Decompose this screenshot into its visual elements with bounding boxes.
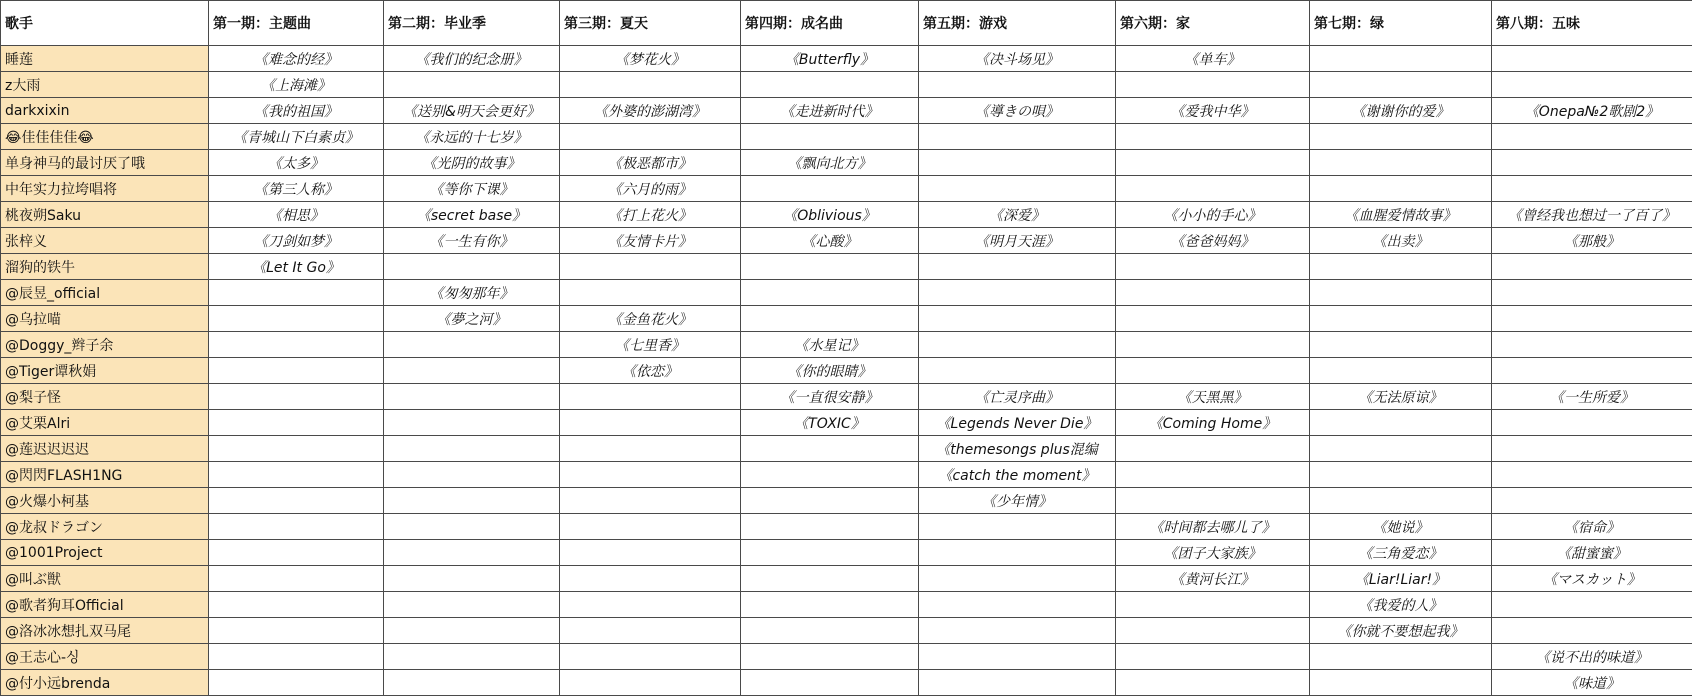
column-header-singer[interactable]: 歌手 (1, 1, 209, 46)
song-cell[interactable] (1310, 488, 1492, 514)
song-cell[interactable]: 《飘向北方》 (741, 150, 919, 176)
song-cell[interactable]: 《太多》 (209, 150, 384, 176)
song-cell[interactable] (1492, 280, 1692, 306)
song-cell[interactable] (1310, 254, 1492, 280)
song-cell[interactable]: 《甜蜜蜜》 (1492, 540, 1692, 566)
table-row (1, 306, 1692, 332)
singer-cell[interactable]: @叫ぶ獣 (1, 566, 209, 592)
song-cell[interactable] (919, 566, 1116, 592)
song-cell[interactable] (919, 332, 1116, 358)
singer-cell[interactable]: @閃閃FLASH1NG (1, 462, 209, 488)
singer-cell[interactable]: @龙叔ドラゴン (1, 514, 209, 540)
song-cell[interactable] (384, 566, 560, 592)
song-cell[interactable] (1492, 462, 1692, 488)
song-cell[interactable]: 《决斗场见》 (919, 46, 1116, 72)
column-header-episode-2[interactable]: 第二期：毕业季 (384, 1, 560, 46)
column-header-episode-6[interactable]: 第六期：家 (1116, 1, 1310, 46)
song-cell[interactable]: 《secret base》 (384, 202, 560, 228)
song-cell[interactable] (919, 254, 1116, 280)
song-cell[interactable]: 《小小的手心》 (1116, 202, 1310, 228)
song-cell[interactable] (1492, 306, 1692, 332)
song-cell[interactable] (209, 670, 384, 696)
song-cell[interactable] (209, 488, 384, 514)
song-cell[interactable] (919, 644, 1116, 670)
song-cell[interactable]: 《深爱》 (919, 202, 1116, 228)
song-cell[interactable] (209, 436, 384, 462)
song-cell[interactable] (1492, 46, 1692, 72)
song-cell[interactable]: 《友情卡片》 (560, 228, 741, 254)
song-cell[interactable] (1310, 332, 1492, 358)
column-header-episode-4[interactable]: 第四期：成名曲 (741, 1, 919, 46)
table-row (1, 358, 1692, 384)
song-cell[interactable] (209, 566, 384, 592)
song-cell[interactable]: 《一生有你》 (384, 228, 560, 254)
song-cell[interactable] (1116, 670, 1310, 696)
song-cell[interactable] (560, 410, 741, 436)
song-cell[interactable] (384, 410, 560, 436)
song-cell[interactable]: 《Let It Go》 (209, 254, 384, 280)
song-cell[interactable] (1116, 488, 1310, 514)
song-cell[interactable] (209, 462, 384, 488)
song-cell[interactable]: 《难念的经》 (209, 46, 384, 72)
singer-cell[interactable]: 桃夜朔Saku (1, 202, 209, 228)
song-cell[interactable] (1310, 436, 1492, 462)
song-cell[interactable]: 《极恶都市》 (560, 150, 741, 176)
song-cell[interactable]: 《刀剑如梦》 (209, 228, 384, 254)
song-cell[interactable] (741, 306, 919, 332)
song-cell[interactable] (384, 618, 560, 644)
song-cell[interactable]: 《明月天涯》 (919, 228, 1116, 254)
singer-cell[interactable]: darkxixin (1, 98, 209, 124)
song-cell[interactable]: 《光阴的故事》 (384, 150, 560, 176)
song-cell[interactable]: 《团子大家族》 (1116, 540, 1310, 566)
song-cell[interactable] (384, 540, 560, 566)
song-cell[interactable]: 《我们的纪念册》 (384, 46, 560, 72)
song-cell[interactable]: 《亡灵序曲》 (919, 384, 1116, 410)
song-cell[interactable] (209, 332, 384, 358)
song-cell[interactable] (384, 358, 560, 384)
singer-cell[interactable]: 中年实力拉垮唱将 (1, 176, 209, 202)
song-cell[interactable] (384, 72, 560, 98)
header-row (1, 1, 1692, 46)
song-cell[interactable] (560, 254, 741, 280)
table-row (1, 176, 1692, 202)
table-row (1, 462, 1692, 488)
singer-cell[interactable]: @火爆小柯基 (1, 488, 209, 514)
song-cell[interactable]: 《Coming Home》 (1116, 410, 1310, 436)
song-cell[interactable] (560, 280, 741, 306)
singer-cell[interactable]: @艾栗Alri (1, 410, 209, 436)
song-cell[interactable]: 《catch the moment》 (919, 462, 1116, 488)
song-cell[interactable] (560, 566, 741, 592)
song-cell[interactable] (209, 306, 384, 332)
song-cell[interactable]: 《她说》 (1310, 514, 1492, 540)
song-cell[interactable] (1310, 176, 1492, 202)
song-cell[interactable] (560, 436, 741, 462)
song-cell[interactable]: 《Liar!Liar!》 (1310, 566, 1492, 592)
song-cell[interactable] (1492, 254, 1692, 280)
song-cell[interactable] (1310, 124, 1492, 150)
table-row (1, 150, 1692, 176)
song-cell[interactable] (1116, 358, 1310, 384)
song-cell[interactable] (919, 618, 1116, 644)
song-cell[interactable] (209, 618, 384, 644)
song-cell[interactable] (384, 254, 560, 280)
table-row (1, 514, 1692, 540)
song-cell[interactable] (919, 514, 1116, 540)
song-cell[interactable]: 《Onepa№2歌剧2》 (1492, 98, 1692, 124)
song-cell[interactable] (741, 280, 919, 306)
song-cell[interactable] (560, 124, 741, 150)
song-cell[interactable]: 《三角爱恋》 (1310, 540, 1492, 566)
song-cell[interactable] (1310, 644, 1492, 670)
song-cell[interactable]: 《一直很安静》 (741, 384, 919, 410)
song-cell[interactable]: 《六月的雨》 (560, 176, 741, 202)
singer-cell[interactable]: z大雨 (1, 72, 209, 98)
song-cell[interactable] (560, 462, 741, 488)
song-cell[interactable] (919, 72, 1116, 98)
song-cell[interactable]: 《TOXIC》 (741, 410, 919, 436)
song-cell[interactable] (1116, 436, 1310, 462)
singer-cell[interactable]: @Doggy_辫子余 (1, 332, 209, 358)
song-cell[interactable] (1116, 72, 1310, 98)
singer-cell[interactable]: 😂佳佳佳佳😂 (1, 124, 209, 150)
singer-cell[interactable]: 单身神马的最讨厌了哦 (1, 150, 209, 176)
song-cell[interactable]: 《匆匆那年》 (384, 280, 560, 306)
song-cell[interactable] (1492, 176, 1692, 202)
song-cell[interactable] (1492, 592, 1692, 618)
table-row (1, 410, 1692, 436)
song-cell[interactable]: 《味道》 (1492, 670, 1692, 696)
song-cell[interactable] (1116, 306, 1310, 332)
song-cell[interactable] (384, 436, 560, 462)
song-cell[interactable] (1310, 306, 1492, 332)
table-row (1, 72, 1692, 98)
singer-cell[interactable]: @洛冰冰想扎双马尾 (1, 618, 209, 644)
song-cell[interactable]: 《血腥爱情故事》 (1310, 202, 1492, 228)
singer-cell[interactable]: @王志心-싱 (1, 644, 209, 670)
song-cell[interactable] (919, 670, 1116, 696)
song-cell[interactable]: 《水星记》 (741, 332, 919, 358)
song-cell[interactable] (384, 670, 560, 696)
table-row (1, 124, 1692, 150)
song-cell[interactable] (741, 592, 919, 618)
song-cell[interactable] (1492, 618, 1692, 644)
song-cell[interactable]: 《黄河长江》 (1116, 566, 1310, 592)
table-row (1, 332, 1692, 358)
song-cell[interactable] (1310, 72, 1492, 98)
singer-cell[interactable]: @乌拉喵 (1, 306, 209, 332)
song-cell[interactable]: 《永远的十七岁》 (384, 124, 560, 150)
song-cell[interactable] (384, 332, 560, 358)
song-cell[interactable] (384, 384, 560, 410)
table-row (1, 280, 1692, 306)
singer-cell[interactable]: 睡莲 (1, 46, 209, 72)
song-cell[interactable]: 《金鱼花火》 (560, 306, 741, 332)
song-cell[interactable] (1116, 618, 1310, 644)
table-row (1, 436, 1692, 462)
song-cell[interactable]: 《天黑黑》 (1116, 384, 1310, 410)
song-cell[interactable] (1310, 358, 1492, 384)
song-cell[interactable] (209, 358, 384, 384)
song-cell[interactable] (919, 150, 1116, 176)
column-header-episode-5[interactable]: 第五期：游戏 (919, 1, 1116, 46)
song-cell[interactable]: 《青城山下白素贞》 (209, 124, 384, 150)
song-cell[interactable] (1116, 176, 1310, 202)
song-cell[interactable] (741, 618, 919, 644)
song-cell[interactable] (1310, 462, 1492, 488)
song-cell[interactable] (741, 462, 919, 488)
singer-cell[interactable]: @1001Project (1, 540, 209, 566)
song-cell[interactable] (1310, 670, 1492, 696)
table-row (1, 644, 1692, 670)
song-cell[interactable]: 《爱我中华》 (1116, 98, 1310, 124)
column-header-episode-1[interactable]: 第一期：主题曲 (209, 1, 384, 46)
song-cell[interactable] (1492, 72, 1692, 98)
song-cell[interactable]: 《走进新时代》 (741, 98, 919, 124)
song-cell[interactable] (1492, 150, 1692, 176)
song-cell[interactable] (741, 488, 919, 514)
song-cell[interactable] (384, 514, 560, 540)
singer-cell[interactable]: @付小远brenda (1, 670, 209, 696)
song-cell[interactable]: 《无法原谅》 (1310, 384, 1492, 410)
song-cell[interactable]: 《我的祖国》 (209, 98, 384, 124)
song-cell[interactable]: 《爸爸妈妈》 (1116, 228, 1310, 254)
song-cell[interactable] (209, 280, 384, 306)
table-row (1, 384, 1692, 410)
singer-cell[interactable]: 张梓义 (1, 228, 209, 254)
song-cell[interactable] (741, 540, 919, 566)
song-cell[interactable] (1116, 254, 1310, 280)
song-cell[interactable] (1492, 358, 1692, 384)
song-cell[interactable] (560, 644, 741, 670)
table-row (1, 540, 1692, 566)
song-cell[interactable]: 《单车》 (1116, 46, 1310, 72)
song-cell[interactable]: 《依恋》 (560, 358, 741, 384)
song-cell[interactable]: 《マスカット》 (1492, 566, 1692, 592)
song-cell[interactable]: 《你的眼睛》 (741, 358, 919, 384)
song-cell[interactable] (1116, 280, 1310, 306)
singer-cell[interactable]: 溜狗的铁牛 (1, 254, 209, 280)
song-cell[interactable]: 《一生所爱》 (1492, 384, 1692, 410)
song-cell[interactable] (741, 254, 919, 280)
song-cell[interactable] (1492, 488, 1692, 514)
song-cell[interactable] (560, 670, 741, 696)
song-cell[interactable]: 《心酸》 (741, 228, 919, 254)
song-cell[interactable] (919, 540, 1116, 566)
song-cell[interactable]: 《Oblivious》 (741, 202, 919, 228)
song-cell[interactable]: 《Legends Never Die》 (919, 410, 1116, 436)
song-cell[interactable] (1116, 150, 1310, 176)
song-cell[interactable] (741, 176, 919, 202)
song-cell[interactable]: 《七里香》 (560, 332, 741, 358)
song-cell[interactable] (1310, 46, 1492, 72)
table-row (1, 566, 1692, 592)
song-cell[interactable] (919, 280, 1116, 306)
song-cell[interactable] (560, 72, 741, 98)
song-cell[interactable] (1116, 644, 1310, 670)
song-cell[interactable] (560, 488, 741, 514)
table-body (1, 46, 1692, 696)
column-header-episode-7[interactable]: 第七期：绿 (1310, 1, 1492, 46)
song-cell[interactable] (1310, 150, 1492, 176)
song-cell[interactable] (1492, 124, 1692, 150)
song-cell[interactable] (919, 306, 1116, 332)
song-cell[interactable] (209, 384, 384, 410)
song-cell[interactable] (1310, 280, 1492, 306)
song-cell[interactable] (741, 670, 919, 696)
song-cell[interactable]: 《Butterfly》 (741, 46, 919, 72)
table-row (1, 618, 1692, 644)
song-cell[interactable] (919, 358, 1116, 384)
singer-cell[interactable]: @辰昱_official (1, 280, 209, 306)
table-row (1, 46, 1692, 72)
song-cell[interactable]: 《说不出的味道》 (1492, 644, 1692, 670)
song-cell[interactable] (209, 644, 384, 670)
column-header-episode-3[interactable]: 第三期：夏天 (560, 1, 741, 46)
song-cell[interactable] (741, 514, 919, 540)
song-cell[interactable] (1116, 332, 1310, 358)
song-cell[interactable] (1492, 410, 1692, 436)
song-cell[interactable]: 《themesongs plus混编 (919, 436, 1116, 462)
table-row (1, 202, 1692, 228)
song-cell[interactable] (560, 618, 741, 644)
song-cell[interactable]: 《时间都去哪儿了》 (1116, 514, 1310, 540)
song-cell[interactable] (1116, 592, 1310, 618)
song-cell[interactable]: 《導きの唄》 (919, 98, 1116, 124)
song-cell[interactable] (384, 644, 560, 670)
table-row (1, 592, 1692, 618)
table-row (1, 254, 1692, 280)
song-cell[interactable] (560, 540, 741, 566)
song-cell[interactable] (741, 72, 919, 98)
song-cell[interactable] (741, 644, 919, 670)
song-cell[interactable] (1116, 124, 1310, 150)
song-cell[interactable]: 《第三人称》 (209, 176, 384, 202)
song-cell[interactable] (560, 592, 741, 618)
song-cell[interactable] (560, 514, 741, 540)
song-cell[interactable] (209, 514, 384, 540)
song-cell[interactable]: 《等你下课》 (384, 176, 560, 202)
song-cell[interactable] (560, 384, 741, 410)
table-row (1, 488, 1692, 514)
song-cell[interactable]: 《那般》 (1492, 228, 1692, 254)
song-cell[interactable] (919, 124, 1116, 150)
song-cell[interactable]: 《出卖》 (1310, 228, 1492, 254)
song-cell[interactable] (384, 488, 560, 514)
table-row (1, 228, 1692, 254)
table-row (1, 98, 1692, 124)
song-cell[interactable] (919, 592, 1116, 618)
song-cell[interactable] (1116, 462, 1310, 488)
singer-cell[interactable]: @梨子怪 (1, 384, 209, 410)
song-cell[interactable] (209, 592, 384, 618)
song-cell[interactable]: 《宿命》 (1492, 514, 1692, 540)
song-cell[interactable]: 《少年情》 (919, 488, 1116, 514)
song-cell[interactable] (384, 462, 560, 488)
song-cell[interactable]: 《相思》 (209, 202, 384, 228)
song-cell[interactable]: 《打上花火》 (560, 202, 741, 228)
column-header-episode-8[interactable]: 第八期：五味 (1492, 1, 1692, 46)
song-cell[interactable]: 《梦花火》 (560, 46, 741, 72)
table-row (1, 670, 1692, 696)
song-cell[interactable] (1492, 332, 1692, 358)
song-cell[interactable] (1492, 436, 1692, 462)
song-cell[interactable]: 《我爱的人》 (1310, 592, 1492, 618)
song-cell[interactable]: 《上海滩》 (209, 72, 384, 98)
song-cell[interactable] (741, 566, 919, 592)
singer-cell[interactable]: @莲迟迟迟迟 (1, 436, 209, 462)
song-cell[interactable] (384, 592, 560, 618)
song-cell[interactable] (1310, 410, 1492, 436)
song-cell[interactable]: 《谢谢你的爱》 (1310, 98, 1492, 124)
song-cell[interactable] (209, 540, 384, 566)
song-cell[interactable]: 《外婆的澎湖湾》 (560, 98, 741, 124)
song-cell[interactable]: 《送别&明天会更好》 (384, 98, 560, 124)
song-cell[interactable] (741, 124, 919, 150)
singer-cell[interactable]: @歌者狗耳Official (1, 592, 209, 618)
song-cell[interactable] (741, 436, 919, 462)
song-cell[interactable] (209, 410, 384, 436)
song-cell[interactable]: 《你就不要想起我》 (1310, 618, 1492, 644)
singer-cell[interactable]: @Tiger谭秋娟 (1, 358, 209, 384)
song-cell[interactable]: 《夢之河》 (384, 306, 560, 332)
song-cell[interactable]: 《曾经我也想过一了百了》 (1492, 202, 1692, 228)
song-cell[interactable] (919, 176, 1116, 202)
